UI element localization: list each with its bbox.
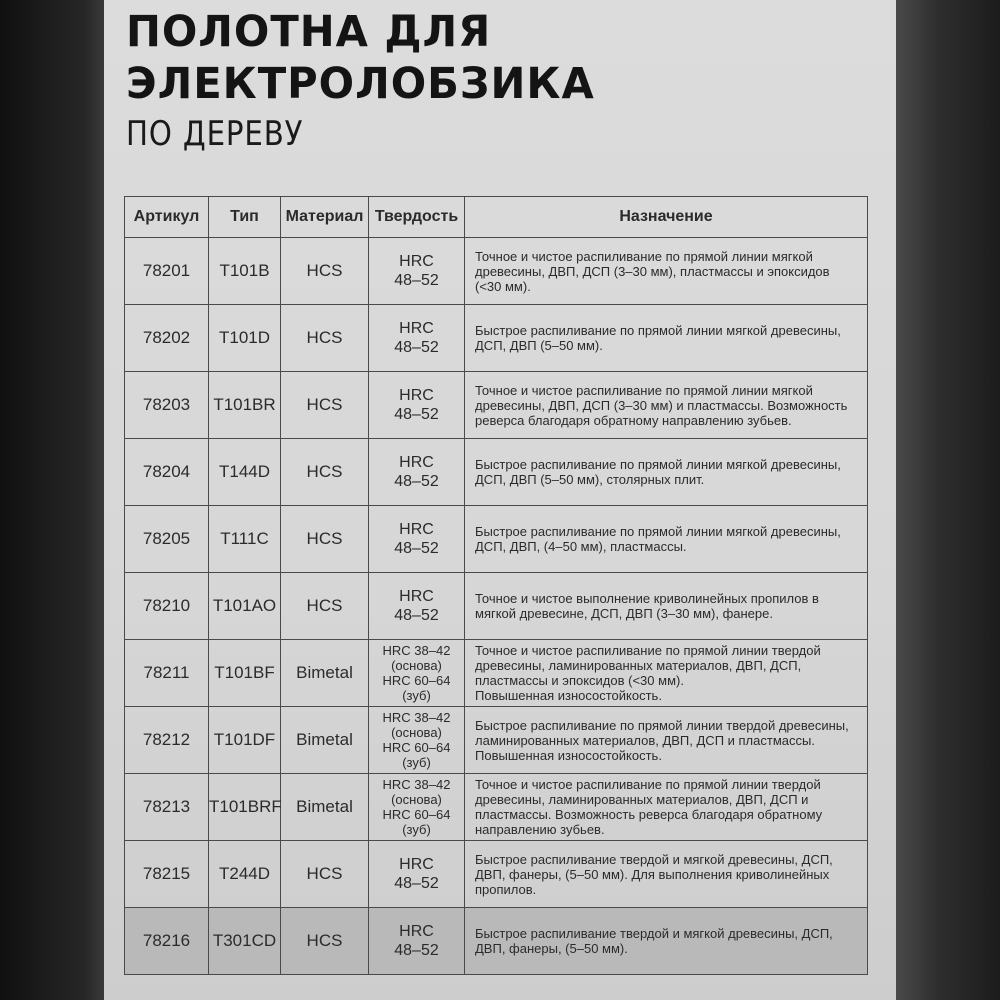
cell-article: 78202 (125, 305, 209, 372)
cell-type: T144D (209, 439, 281, 506)
cell-article: 78213 (125, 774, 209, 841)
cell-material: HCS (281, 372, 369, 439)
background-left (0, 0, 104, 1000)
printed-sheet (104, 0, 896, 1000)
table-header (125, 197, 868, 238)
table-row (125, 908, 868, 975)
cell-article: 78201 (125, 238, 209, 305)
cell-purpose: Точное и чистое распиливание по прямой линии твердой древесины, ламинированных материалов, ДВП, ДСП, пластмассы и эпоксидов (<30 мм). Повышенная износостойкость. (465, 640, 868, 707)
cell-material: HCS (281, 573, 369, 640)
table-row (125, 506, 868, 573)
cell-type: T301CD (209, 908, 281, 975)
cell-purpose: Быстрое распиливание по прямой линии мягкой древесины, ДСП, ДВП (5–50 мм), столярных плит. (465, 439, 868, 506)
background-right (896, 0, 1000, 1000)
header-type: Тип (209, 197, 281, 238)
cell-material: Bimetal (281, 640, 369, 707)
cell-hardness: HRC 48–52 (369, 573, 465, 640)
cell-purpose: Быстрое распиливание по прямой линии твердой древесины, ламинированных материалов, ДВП, ДСП и пластмассы. Повышенная износостойкость. (465, 707, 868, 774)
cell-article: 78211 (125, 640, 209, 707)
page-title: ПОЛОТНА ДЛЯ ЭЛЕКТРОЛОБЗИКА (126, 7, 595, 109)
cell-type: T111C (209, 506, 281, 573)
cell-purpose: Точное и чистое выполнение криволинейных пропилов в мягкой древесине, ДСП, ДВП (3–30 мм), фанере. (465, 573, 868, 640)
cell-hardness: HRC 48–52 (369, 305, 465, 372)
cell-purpose: Точное и чистое распиливание по прямой линии мягкой древесины, ДВП, ДСП (3–30 мм), пластмассы и эпоксидов (<30 мм). (465, 238, 868, 305)
cell-type: T101BR (209, 372, 281, 439)
cell-hardness: HRC 48–52 (369, 841, 465, 908)
table-row (125, 640, 868, 707)
cell-type: T101D (209, 305, 281, 372)
header-hardness: Твердость (369, 197, 465, 238)
table-body (125, 238, 868, 975)
cell-hardness: HRC 38–42 (основа) HRC 60–64 (зуб) (369, 774, 465, 841)
cell-material: HCS (281, 238, 369, 305)
table-row (125, 305, 868, 372)
cell-type: T101BRF (209, 774, 281, 841)
table-row (125, 573, 868, 640)
cell-purpose: Точное и чистое распиливание по прямой линии твердой древесины, ламинированных материалов, ДВП, ДСП и пластмассы. Возможность реверса благодаря обратному направлению зубьев. (465, 774, 868, 841)
cell-type: T101BF (209, 640, 281, 707)
cell-article: 78216 (125, 908, 209, 975)
cell-material: HCS (281, 841, 369, 908)
cell-type: T101DF (209, 707, 281, 774)
table-row (125, 841, 868, 908)
page-subtitle: ПО ДЕРЕВУ (126, 114, 304, 154)
cell-article: 78212 (125, 707, 209, 774)
cell-hardness: HRC 38–42 (основа) HRC 60–64 (зуб) (369, 640, 465, 707)
blades-table (124, 196, 868, 975)
cell-article: 78203 (125, 372, 209, 439)
cell-hardness: HRC 48–52 (369, 908, 465, 975)
cell-material: HCS (281, 908, 369, 975)
cell-material: HCS (281, 506, 369, 573)
cell-material: Bimetal (281, 707, 369, 774)
cell-article: 78205 (125, 506, 209, 573)
table-row (125, 372, 868, 439)
table-row (125, 707, 868, 774)
cell-purpose: Быстрое распиливание твердой и мягкой древесины, ДСП, ДВП, фанеры, (5–50 мм). Для выполнения криволинейных пропилов. (465, 841, 868, 908)
header-purpose: Назначение (465, 197, 868, 238)
cell-purpose: Быстрое распиливание по прямой линии мягкой древесины, ДСП, ДВП (5–50 мм). (465, 305, 868, 372)
cell-purpose: Точное и чистое распиливание по прямой линии мягкой древесины, ДВП, ДСП (3–30 мм) и пластмассы. Возможность реверса благодаря обратному направлению зубьев. (465, 372, 868, 439)
table-row (125, 774, 868, 841)
table-row (125, 238, 868, 305)
cell-hardness: HRC 38–42 (основа) HRC 60–64 (зуб) (369, 707, 465, 774)
header-material: Материал (281, 197, 369, 238)
cell-hardness: HRC 48–52 (369, 238, 465, 305)
cell-hardness: HRC 48–52 (369, 439, 465, 506)
cell-type: T244D (209, 841, 281, 908)
table-row (125, 439, 868, 506)
header-article: Артикул (125, 197, 209, 238)
header-row (125, 197, 868, 238)
cell-hardness: HRC 48–52 (369, 372, 465, 439)
cell-material: HCS (281, 439, 369, 506)
cell-article: 78210 (125, 573, 209, 640)
cell-material: Bimetal (281, 774, 369, 841)
cell-type: T101B (209, 238, 281, 305)
cell-hardness: HRC 48–52 (369, 506, 465, 573)
cell-article: 78215 (125, 841, 209, 908)
cell-material: HCS (281, 305, 369, 372)
cell-purpose: Быстрое распиливание по прямой линии мягкой древесины, ДСП, ДВП, (4–50 мм), пластмассы. (465, 506, 868, 573)
cell-article: 78204 (125, 439, 209, 506)
cell-type: T101AO (209, 573, 281, 640)
cell-purpose: Быстрое распиливание твердой и мягкой древесины, ДСП, ДВП, фанеры, (5–50 мм). (465, 908, 868, 975)
